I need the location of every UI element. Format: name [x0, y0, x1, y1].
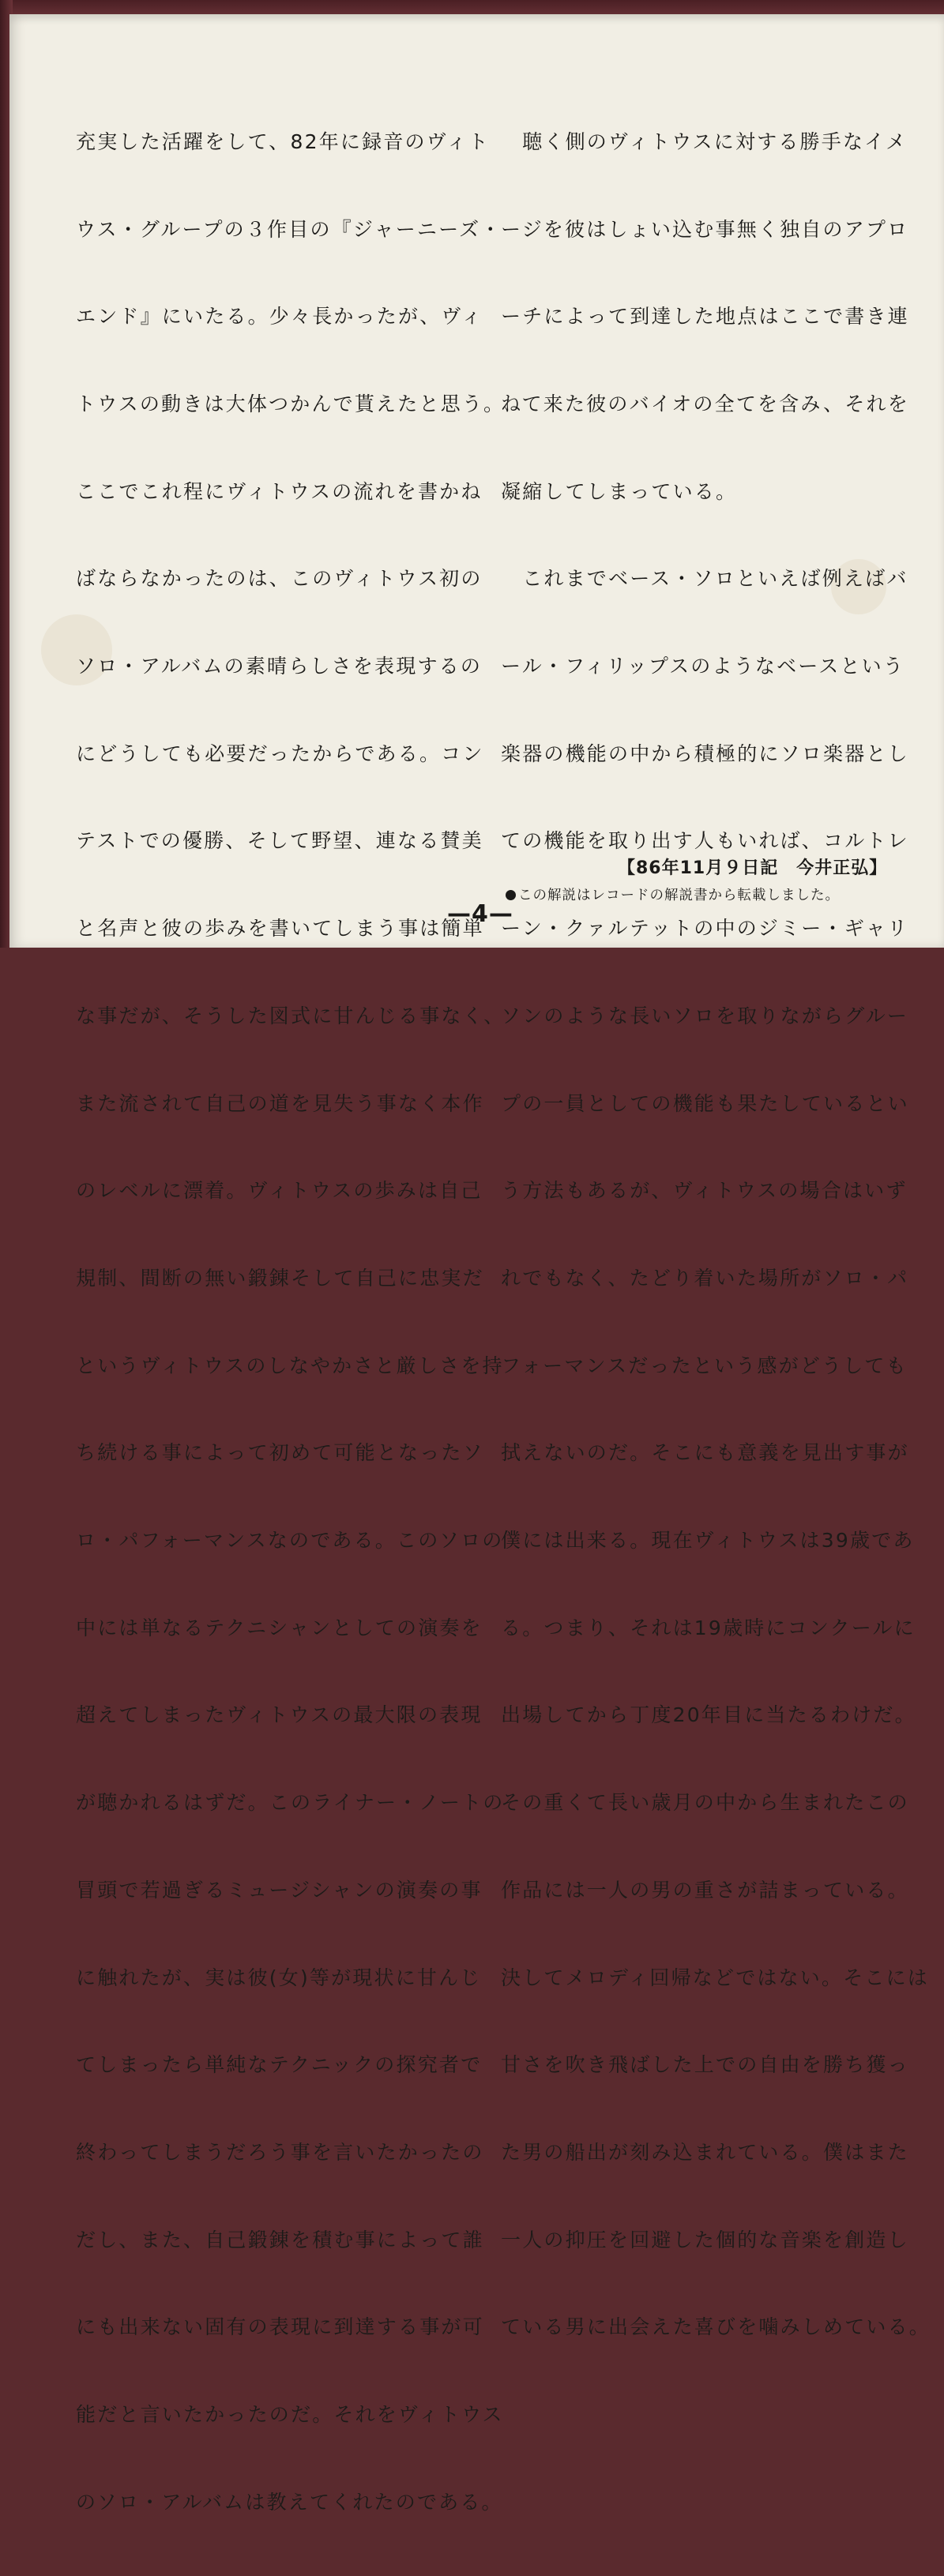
text-line: 甘さを吹き飛ばした上での自由を勝ち獲っ [501, 2053, 909, 2077]
text-line: ねて来た彼のバイオの全てを含み、それを [501, 392, 909, 415]
text-line: のレベルに漂着。ヴィトウスの歩みは自己 [76, 1179, 483, 1203]
text-line: ばならなかったのは、このヴィトウス初の [76, 567, 483, 591]
text-line: ち続ける事によって初めて可能となったソ [76, 1441, 484, 1465]
text-line: また流されて自己の道を見失う事なく本作 [76, 1091, 484, 1115]
text-line: エンド』にいたる。少々長かったが、ヴィ [76, 305, 483, 329]
text-line: れでもなく、たどり着いた場所がソロ・パ [501, 1266, 909, 1290]
right-text-column [501, 69, 931, 2401]
text-line: ソンのような長いソロを取りながらグルー [501, 1004, 909, 1027]
text-line: ーチによって到達した地点はここで書き連 [501, 305, 909, 329]
text-line: ロ・パフォーマンスなのである。このソロの [76, 1529, 504, 1553]
text-line: ール・フィリップスのようなベースという [501, 655, 905, 678]
text-line: 充実した活躍をして、82年に録音のヴィト [76, 130, 490, 153]
text-line: 終わってしまうだろう事を言いたかったの [76, 2140, 484, 2164]
text-line: というヴィトウスのしなやかさと厳しさを持 [76, 1354, 504, 1377]
text-line: 僕には出来る。現在ヴィトウスは39歳であ [501, 1529, 915, 1553]
text-line: 凝縮してしまっている。 [501, 479, 738, 503]
text-line: これまでベース・ソロといえば例えばバ [501, 567, 908, 591]
text-line: その重くて長い歳月の中から生まれたこの [501, 1791, 909, 1815]
text-line: 冒頭で若過ぎるミュージシャンの演奏の事 [76, 1878, 483, 1902]
text-line: る。つまり、それは19歳時にコンクールに [501, 1616, 916, 1639]
text-line: が聴かれるはずだ。このライナー・ノートの [76, 1791, 505, 1815]
text-line: う方法もあるが、ヴィトウスの場合はいず [501, 1179, 908, 1203]
text-line: 作品には一人の男の重さが詰まっている。 [501, 1878, 909, 1902]
text-line: 聴く側のヴィトウスに対する勝手なイメ [501, 130, 908, 153]
text-line: た男の船出が刻み込まれている。僕はまた [501, 2140, 909, 2164]
reprint-note-text: この解説はレコードの解説書から転載しました。 [518, 888, 840, 903]
text-line: 能だと言いたかったのだ。それをヴィトウス [76, 2403, 504, 2427]
text-line: フォーマンスだったという感がどうしても [501, 1354, 908, 1377]
text-line: 中には単なるテクニシャンとしての演奏を [76, 1616, 483, 1639]
bullet-icon [506, 890, 516, 900]
text-line: と名声と彼の歩みを書いてしまう事は簡単 [76, 917, 484, 941]
text-line: てしまったら単純なテクニックの探究者で [76, 2053, 483, 2077]
text-line: 一人の抑圧を回避した個的な音楽を創造し [501, 2228, 909, 2251]
reprint-note [506, 884, 840, 904]
text-line: にどうしても必要だったからである。コン [76, 742, 484, 765]
author-signature: 【86年11月９日記 今井正弘】 [618, 858, 888, 878]
text-line: ウス・グループの３作目の『ジャーニーズ・ [76, 217, 502, 241]
text-line: だし、また、自己鍛錬を積む事によって誰 [76, 2228, 484, 2251]
booklet-page [9, 14, 944, 2514]
text-line: ている男に出会えた喜びを噛みしめている。 [501, 2315, 931, 2339]
text-line: な事だが、そうした図式に甘んじる事なく、 [76, 1004, 506, 1027]
left-text-column [76, 69, 506, 2576]
text-line: ここでこれ程にヴィトウスの流れを書かね [76, 479, 483, 503]
text-line: のソロ・アルバムは教えてくれたのである。 [76, 2490, 503, 2514]
text-line: 楽器の機能の中から積極的にソロ楽器とし [501, 742, 909, 765]
text-line: テストでの優勝、そして野望、連なる賛美 [76, 829, 483, 853]
text-line: 規制、間断の無い鍛錬そして自己に忠実だ [76, 1266, 484, 1290]
text-line: 拭えないのだ。そこにも意義を見出す事が [501, 1441, 909, 1465]
text-line: にも出来ない固有の表現に到達する事が可 [76, 2315, 484, 2339]
text-line: ソロ・アルバムの素晴らしさを表現するの [76, 655, 483, 678]
text-line: ージを彼はしょい込む事無く独自のアプロ [501, 217, 909, 241]
text-line: プの一員としての機能も果たしているとい [501, 1091, 909, 1115]
page-number: —4— [447, 900, 513, 928]
text-line: に触れたが、実は彼(女)等が現状に甘んじ [76, 1966, 482, 1989]
text-line: トウスの動きは大体つかんで貰えたと思う。 [76, 392, 506, 415]
text-line: 出場してから丁度20年目に当たるわけだ。 [501, 1703, 916, 1727]
text-line: 決してメロディ回帰などではない。そこには [501, 1966, 930, 1989]
text-line: ての機能を取り出す人もいれば、コルトレ [501, 829, 909, 853]
text-line: 超えてしまったヴィトウスの最大限の表現 [76, 1703, 483, 1727]
text-line: ーン・クァルテットの中のジミー・ギャリ [501, 917, 909, 941]
